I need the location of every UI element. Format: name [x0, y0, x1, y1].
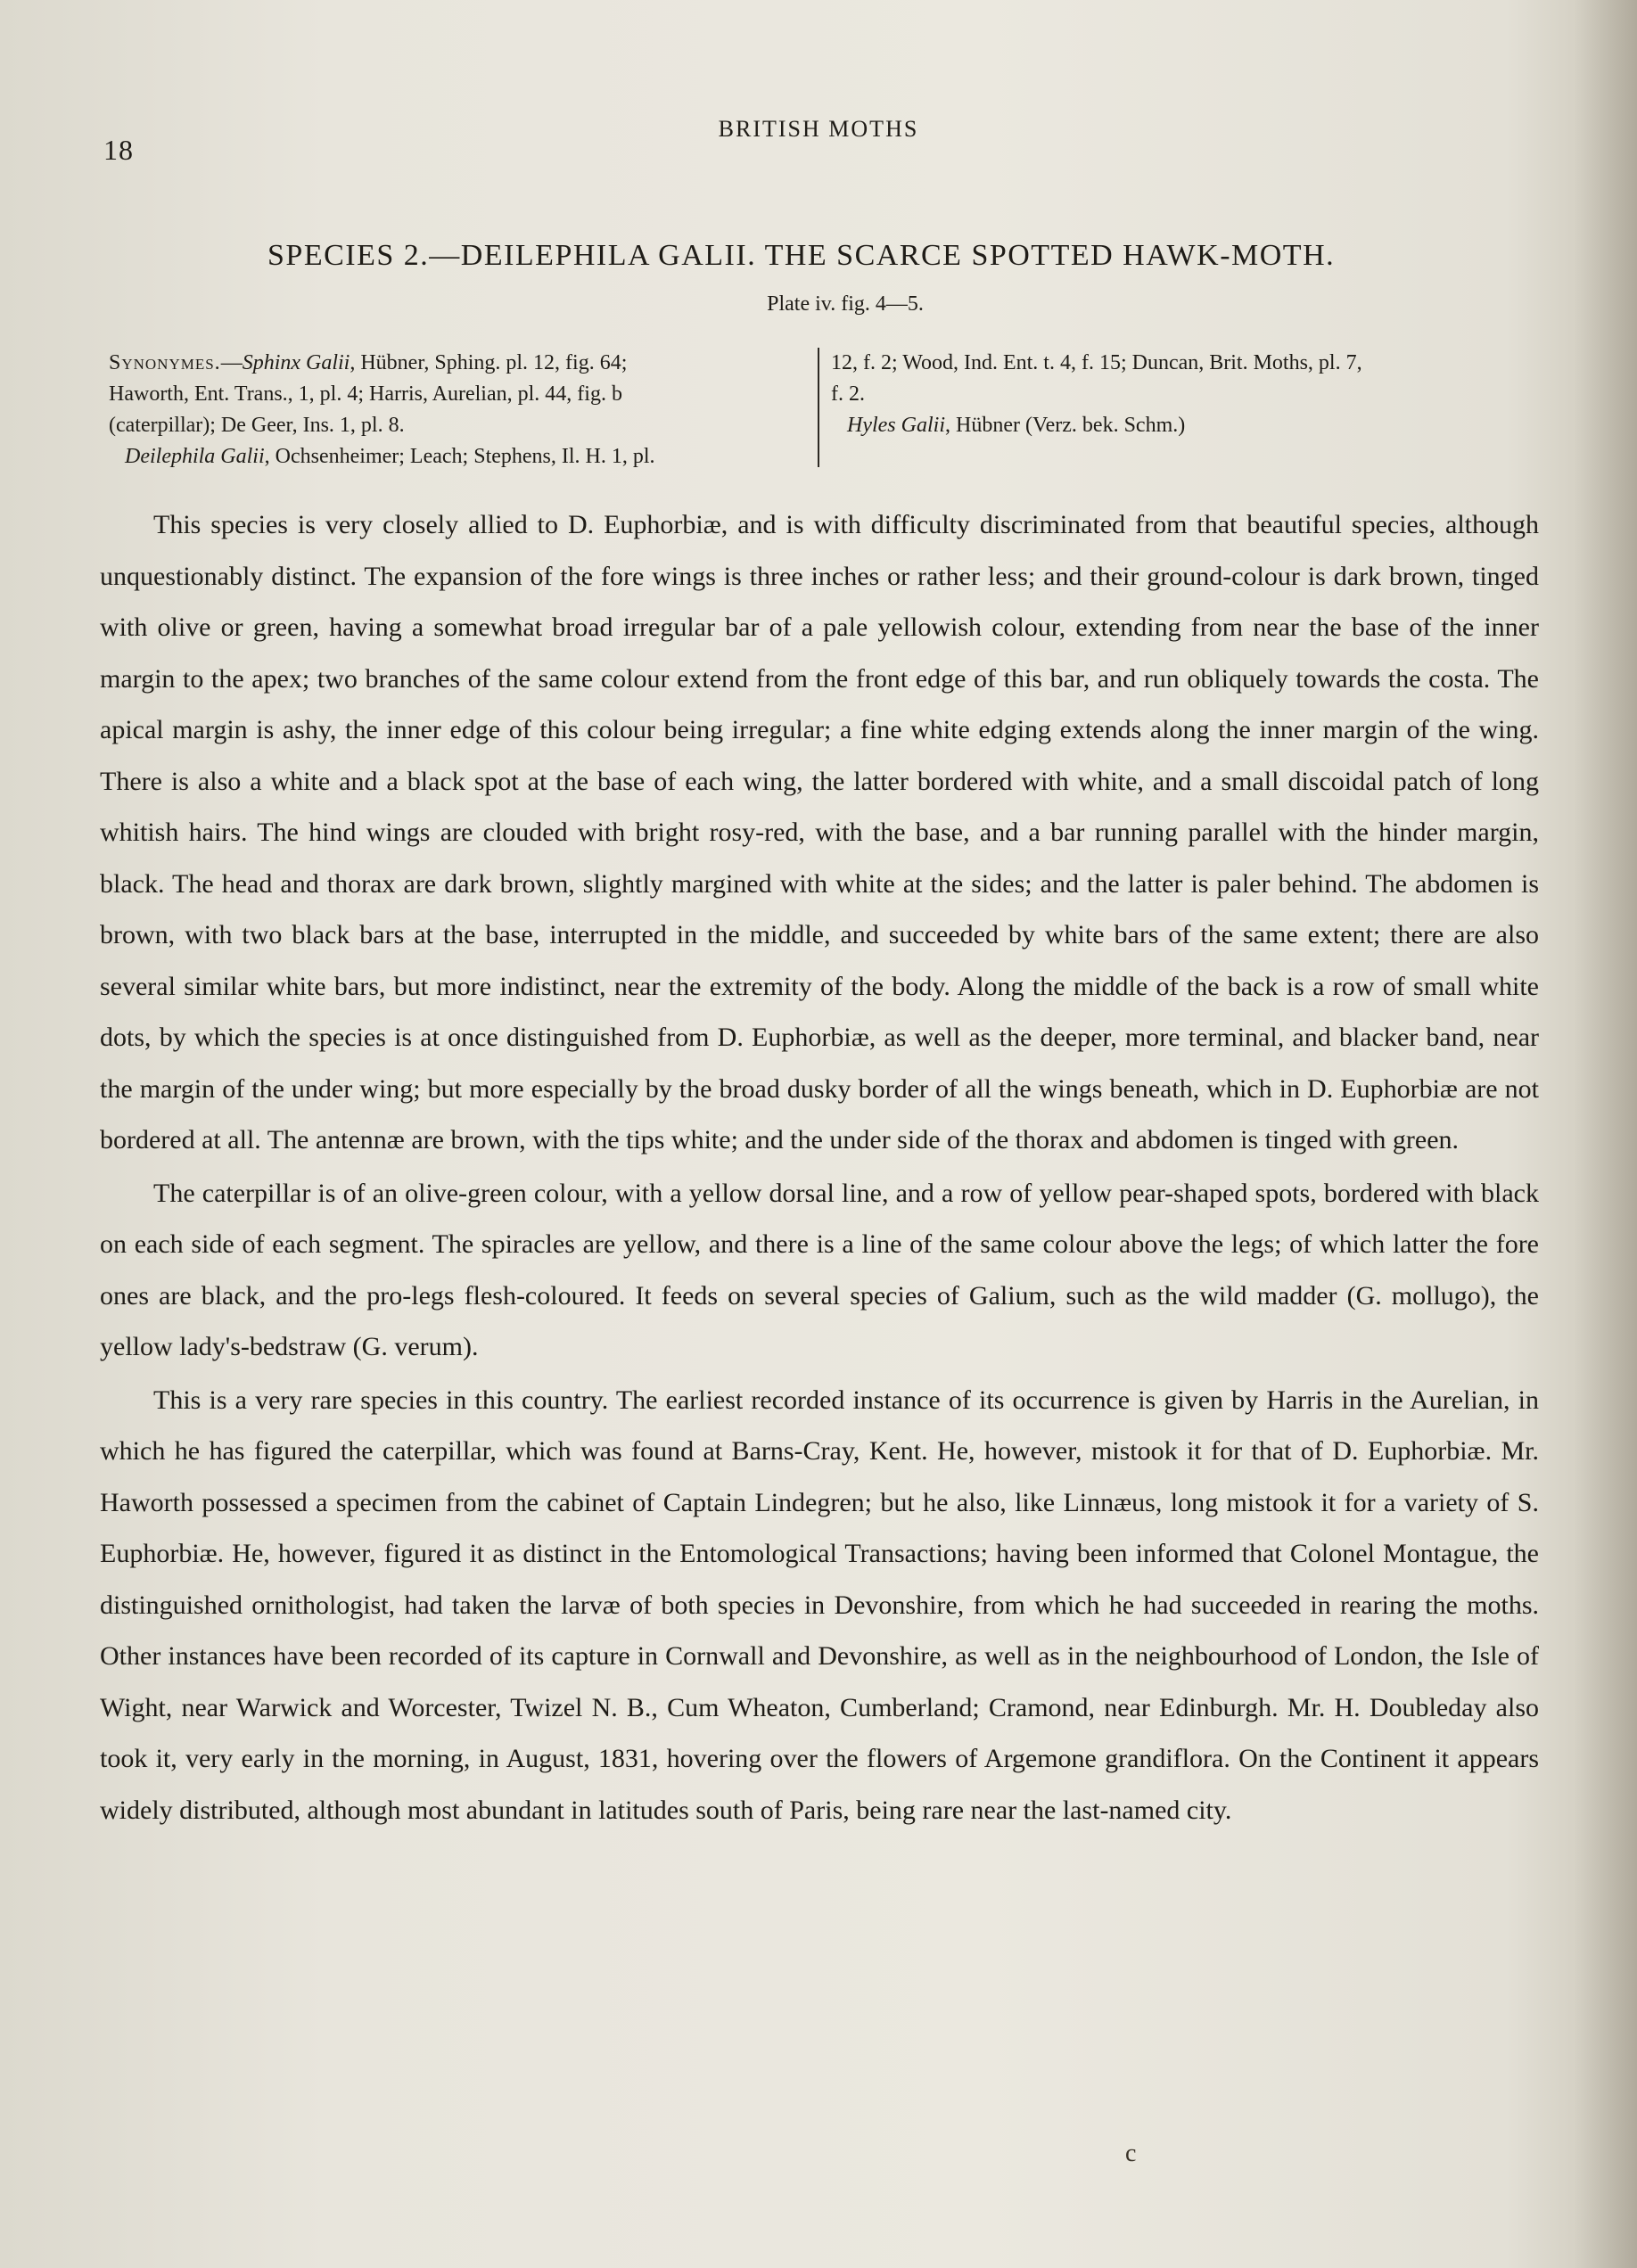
synonym-name: Hyles Galii	[847, 414, 945, 437]
synonymes-line-5: 12, f. 2; Wood, Ind. Ent. t. 4, f. 15; Duncan, Brit. Moths, pl. 7,	[831, 351, 1362, 374]
synonymes-line-6: f. 2.	[831, 382, 865, 406]
page-number: 18	[103, 134, 134, 166]
synonym-name: Deilephila Galii	[125, 445, 265, 468]
synonymes-line-7: Hyles Galii, Hübner (Verz. bek. Schm.)	[847, 414, 1186, 437]
species-title: SPECIES 2.—DEILEPHILA GALII. THE SCARCE SPOTTED HAWK-MOTH.	[267, 239, 1336, 272]
running-head: BRITISH MOTHS	[718, 116, 919, 142]
paragraph-description: This species is very closely allied to D. Euphorbiæ, and is with difficulty discriminated from that beautiful species, although unquestionably distinct. The expansion of the fore wings is three inches or rather less; and their ground-colour is dark brown, tinged with olive or green, having a somewhat broad irregular bar of a pale yellowish colour, extending from near the base of the inner margin to the apex; two branches of the same colour extend from the front edge of this bar, and run obliquely towards the costa. The apical margin is ashy, the inner edge of this colour being irregular; a fine white edging extends along the inner margin of the wing. There is also a white and a black spot at the base of each wing, the latter bordered with white, and a small discoidal patch of long whitish hairs. The hind wings are clouded with bright rosy-red, with the base, and a bar running parallel with the hinder margin, black. The head and thorax are dark brown, slightly margined with white at the sides; and the latter is paler behind. The abdomen is brown, with two black bars at the base, interrupted in the middle, and succeeded by white bars of the same extent; there are also several similar white bars, but more indistinct, near the extremity of the body. Along the middle of the back is a row of small white dots, by which the species is at once distinguished from D. Euphorbiæ, as well as the deeper, more terminal, and blacker band, near the margin of the under wing; but more especially by the broad dusky border of all the wings beneath, which in D. Euphorbiæ are not bordered at all. The antennæ are brown, with the tips white; and the under side of the thorax and abdomen is tinged with green.	[100, 510, 1539, 1155]
body-text	[100, 499, 1539, 1837]
synonym-name: Sphinx Galii	[242, 351, 350, 374]
spine-shadow	[1575, 0, 1637, 2268]
synonymes-line-3: (caterpillar); De Geer, Ins. 1, pl. 8.	[109, 414, 405, 437]
synonymes-label: Synonymes.	[109, 351, 221, 374]
synonymes-line-2: Haworth, Ent. Trans., 1, pl. 4; Harris, Aurelian, pl. 44, fig. b	[109, 382, 622, 406]
synonymes-left-column	[109, 348, 800, 472]
plate-reference: Plate iv. fig. 4—5.	[767, 292, 924, 316]
footer-mark: c	[1125, 2140, 1137, 2167]
paragraph-caterpillar: The caterpillar is of an olive-green colour, with a yellow dorsal line, and a row of yellow pear-shaped spots, bordered with black on each side of each segment. The spiracles are yellow, and there is a line of the same colour above the legs; of which latter the fore ones are black, and the pro-legs flesh-coloured. It feeds on several species of Galium, such as the wild madder (G. mollugo), the yellow lady's-bedstraw (G. verum).	[100, 1178, 1539, 1361]
synonymes-right-column	[831, 348, 1542, 441]
column-divider	[818, 348, 819, 467]
synonymes-line-1: Synonymes.—Sphinx Galii, Hübner, Sphing. pl. 12, fig. 64;	[109, 351, 628, 374]
paragraph-distribution: This is a very rare species in this country. The earliest recorded instance of its occurrence is given by Harris in the Aurelian, in which he has figured the caterpillar, which was found at Barns-Cray, Kent. He, however, mistook it for that of D. Euphorbiæ. Mr. Haworth possessed a specimen from the cabinet of Captain Lindegren; but he also, like Linnæus, long mistook it for a variety of S. Euphorbiæ. He, however, figured it as distinct in the Entomological Transactions; having been informed that Colonel Montague, the distinguished ornithologist, had taken the larvæ of both species in Devonshire, from which he had succeeded in rearing the moths. Other instances have been recorded of its capture in Cornwall and Devonshire, as well as in the neighbourhood of London, the Isle of Wight, near Warwick and Worcester, Twizel N. B., Cum Wheaton, Cumberland; Cramond, near Edinburgh. Mr. H. Doubleday also took it, very early in the morning, in August, 1831, hovering over the flowers of Argemone grandiflora. On the Continent it appears widely distributed, although most abundant in latitudes south of Paris, being rare near the last-named city.	[100, 1385, 1539, 1825]
synonymes-line-4: Deilephila Galii, Ochsenheimer; Leach; Stephens, Il. H. 1, pl.	[125, 445, 655, 468]
